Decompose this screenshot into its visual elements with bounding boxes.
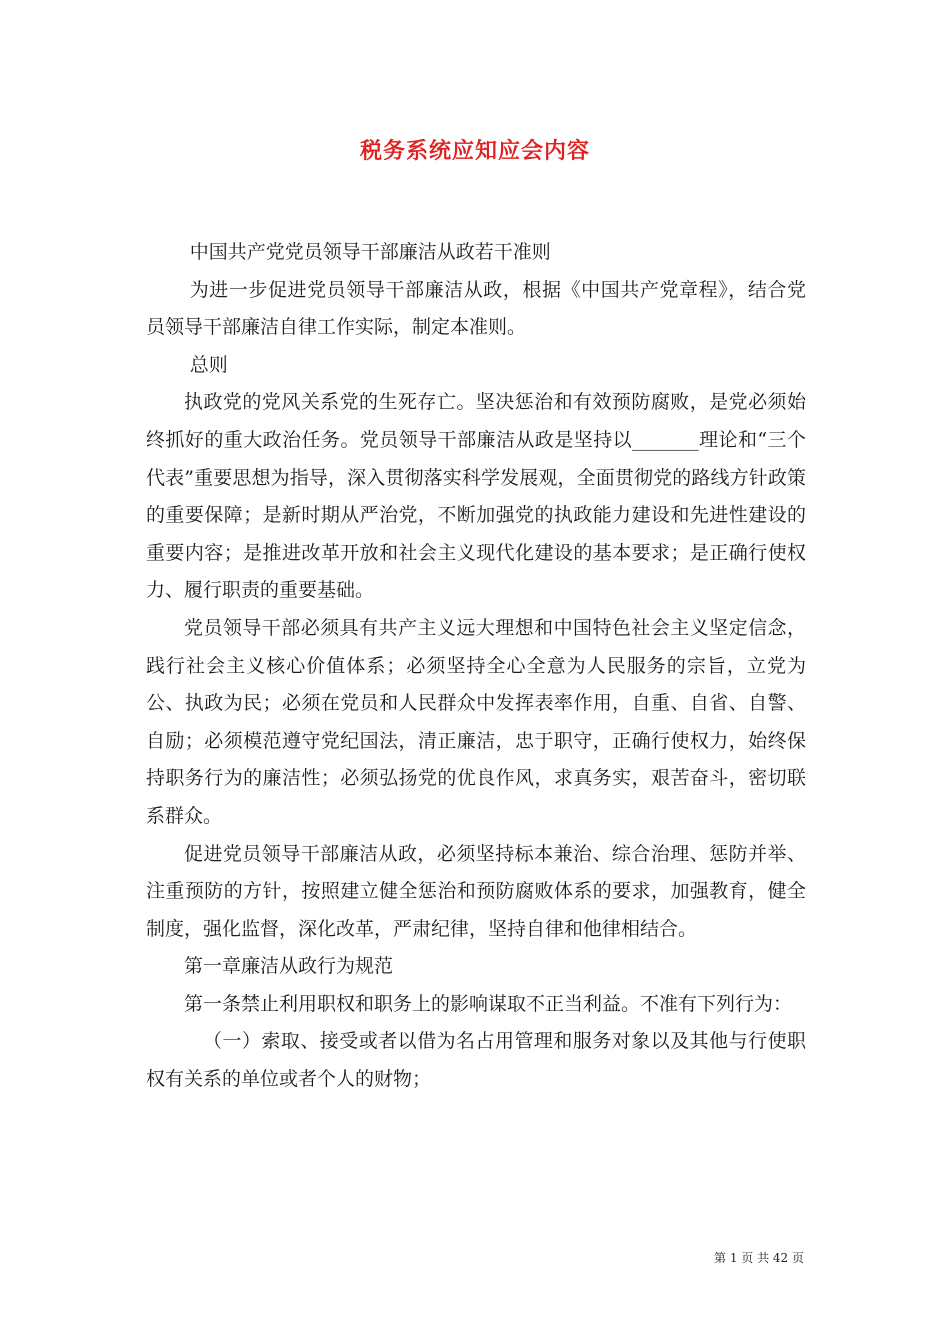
paragraph: 为进一步促进党员领导干部廉洁从政，根据《中国共产党章程》，结合党员领导干部廉洁自律工作实际，制定本准则。 (146, 278, 806, 339)
paragraph: 党员领导干部必须具有共产主义远大理想和中国特色社会主义坚定信念，践行社会主义核心价值体系；必须坚持全心全意为人民服务的宗旨，立党为公、执政为民；必须在党员和人民群众中发挥表率作用，自重、自省、自警、自励；必须模范遵守党纪国法，清正廉洁，忠于职守，正确行使权力，始终保持职务行为的廉洁性；必须弘扬党的优良作风，求真务实，艰苦奋斗，密切联系群众。 (146, 616, 806, 827)
page-number: 第 1 页 共 42 页 (714, 1251, 804, 1265)
list-item: （一）索取、接受或者以借为名占用管理和服务对象以及其他与行使职权有关系的单位或者个人的财物； (146, 1030, 806, 1091)
document-title: 税务系统应知应会内容 (359, 138, 590, 164)
document-body (146, 234, 806, 1099)
chapter-heading: 第一章廉洁从政行为规范 (184, 955, 394, 978)
section-heading: 总则 (189, 353, 228, 376)
paragraph: 执政党的党风关系党的生死存亡。坚决惩治和有效预防腐败，是党必须始终抓好的重大政治任务。党员领导干部廉洁从政是坚持以_______理论和“三个代表”重要思想为指导，深入贯彻落实科学发展观，全面贯彻党的路线方针政策的重要保障；是新时期从严治党，不断加强党的执政能力建设和先进性建设的重要内容；是推进改革开放和社会主义现代化建设的基本要求；是正确行使权力、履行职责的重要基础。 (146, 391, 806, 602)
article-paragraph: 第一条禁止利用职权和职务上的影响谋取不正当利益。不准有下列行为： (184, 992, 793, 1015)
paragraph: 促进党员领导干部廉洁从政，必须坚持标本兼治、综合治理、惩防并举、注重预防的方针，按照建立健全惩治和预防腐败体系的要求，加强教育，健全制度，强化监督，深化改革，严肃纪律，坚持自律和他律相结合。 (146, 842, 806, 940)
section-heading: 中国共产党党员领导干部廉洁从政若干准则 (189, 241, 551, 263)
